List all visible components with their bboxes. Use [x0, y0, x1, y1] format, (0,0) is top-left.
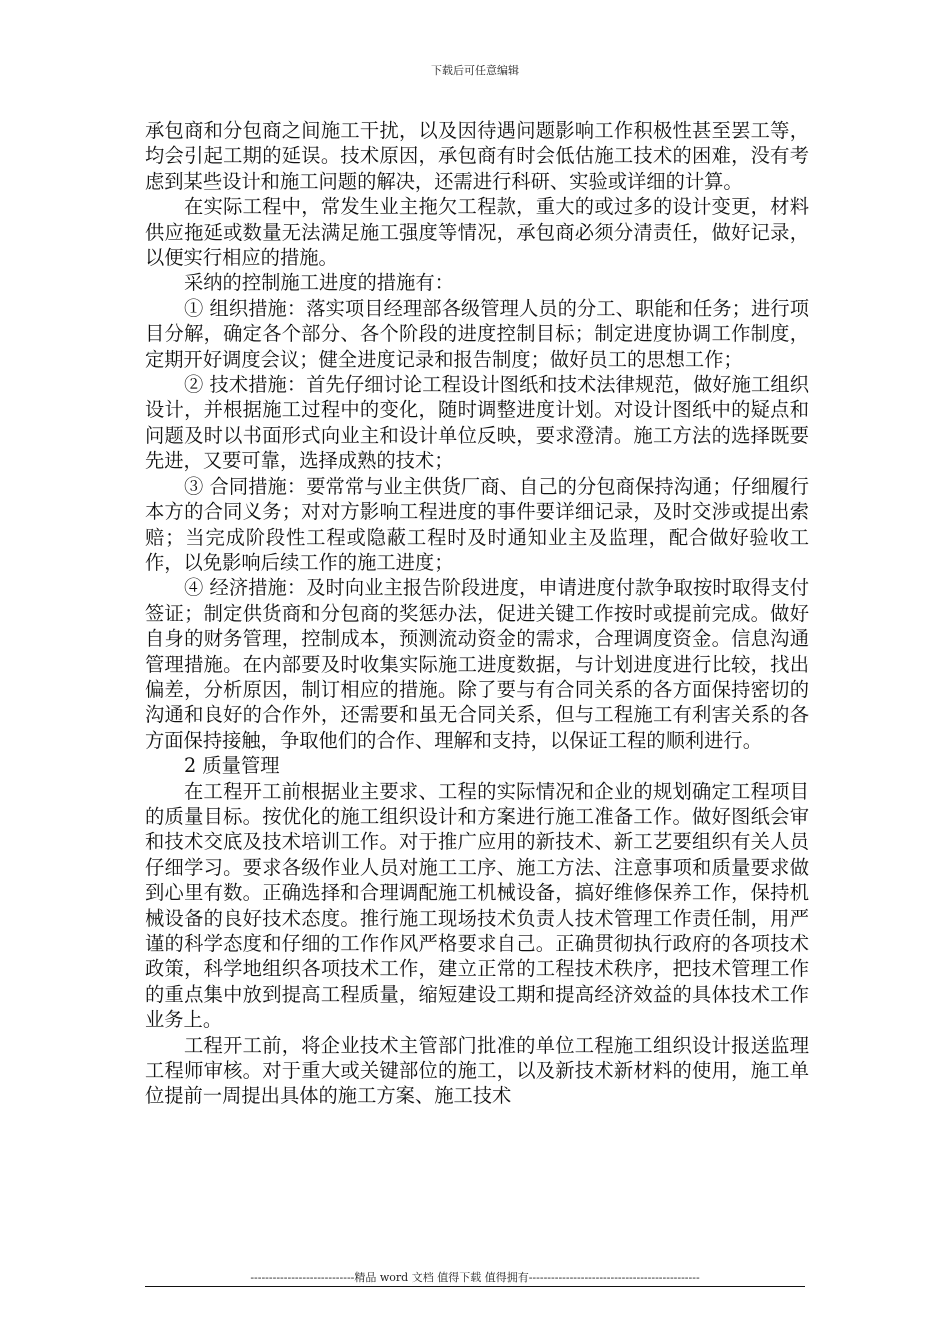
paragraph-economic-measures: ④ 经济措施：及时向业主报告阶段进度，申请进度付款争取按时取得支付签证；制定供货商和分包商的奖惩办法，促进关键工作按时或提前完成。做好自身的财务管理，控制成本，预测流动资金的需求，合理调度资金。信息沟通管理措施。在内部要及时收集实际施工进度数据，与计划进度进行比较，找出偏差，分析原因，制订相应的措施。除了要与有合同关系的各方面保持密切的沟通和良好的合作外，还需要和虽无合同关系，但与工程施工有利害关系的各方面保持接触，争取他们的合作、理解和支持，以保证工程的顺利进行。 [145, 576, 809, 752]
paragraph-1: 承包商和分包商之间施工干扰，以及因待遇问题影响工作积极性甚至罢工等，均会引起工期的延误。技术原因，承包商有时会低估施工技术的困难，没有考虑到某些设计和施工问题的解决，还需进行科研、实验或详细的计算。 [145, 119, 809, 193]
paragraph-contract-measures: ③ 合同措施：要常常与业主供货厂商、自己的分包商保持沟通；仔细履行本方的合同义务；对对方影响工程进度的事件要详细记录，及时交涉或提出索赔；当完成阶段性工程或隐蔽工程时及时通知业主及监理，配合做好验收工作，以免影响后续工作的施工进度； [145, 474, 809, 574]
page-footer: ----------------------------精品 word 文档 值得下载 值得拥有---------------------------------------------- [250, 1271, 700, 1284]
section-heading: 2 质量管理 [184, 754, 280, 778]
paragraph-quality-2: 工程开工前，将企业技术主管部门批准的单位工程施工组织设计报送监理工程师审核。对于重大或关键部位的施工，以及新技术新材料的使用，施工单位提前一周提出具体的施工方案、施工技术 [145, 1033, 809, 1108]
footer-rule [145, 1286, 805, 1287]
paragraph-technical-measures: ② 技术措施：首先仔细讨论工程设计图纸和技术法律规范，做好施工组织设计，并根据施工过程中的变化，随时调整进度计划。对设计图纸中的疑点和问题及时以书面形式向业主和设计单位反映，要求澄清。施工方法的选择既要先进，又要可靠，选择成熟的技术； [145, 373, 809, 473]
paragraph-3: 采纳的控制施工进度的措施有： [184, 271, 454, 295]
paragraph-organizational-measures: ① 组织措施：落实项目经理部各级管理人员的分工、职能和任务；进行项目分解，确定各个部分、各个阶段的进度控制目标；制定进度协调工作制度，定期开好调度会议；健全进度记录和报告制度；做好员工的思想工作； [145, 296, 809, 371]
paragraph-2: 在实际工程中，常发生业主拖欠工程款，重大的或过多的设计变更，材料供应拖延或数量无法满足施工强度等情况，承包商必须分清责任，做好记录，以便实行相应的措施。 [145, 195, 809, 270]
document-body [145, 118, 809, 1109]
page-header: 下载后可任意编辑 [431, 64, 519, 77]
paragraph-quality-1: 在工程开工前根据业主要求、工程的实际情况和企业的规划确定工程项目的质量目标。按优化的施工组织设计和方案进行施工准备工作。做好图纸会审和技术交底及技术培训工作。对于推广应用的新技术、新工艺要组织有关人员仔细学习。要求各级作业人员对施工工序、施工方法、注意事项和质量要求做到心里有数。正确选择和合理调配施工机械设备，搞好维修保养工作，保持机械设备的良好技术态度。推行施工现场技术负责人技术管理工作责任制，用严谨的科学态度和仔细的工作作风严格要求自己。正确贯彻执行政府的各项技术政策，科学地组织各项技术工作，建立正常的工程技术秩序，把技术管理工作的重点集中放到提高工程质量，缩短建设工期和提高经济效益的具体技术工作业务上。 [145, 779, 809, 1032]
